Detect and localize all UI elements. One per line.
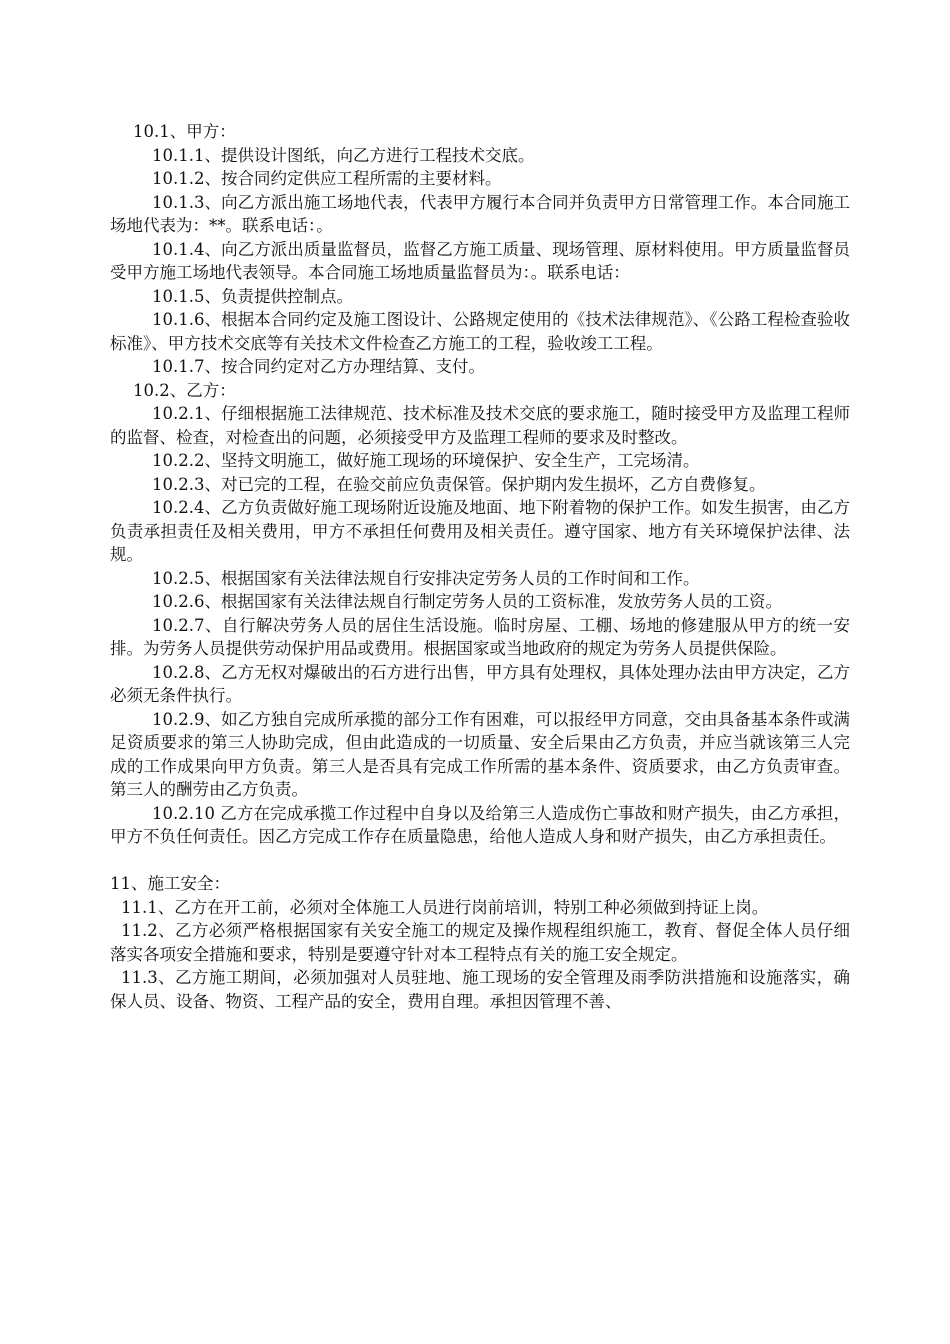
clause-10-2-4: 10.2.4、乙方负责做好施工现场附近设施及地面、地下附着物的保护工作。如发生损害，由乙方负责承担责任及相关费用，甲方不承担任何费用及相关责任。遵守国家、地方有关环境保护法律、法规。 (110, 498, 850, 564)
clause-11-2: 11.2、乙方必须严格根据国家有关安全施工的规定及操作规程组织施工，教育、督促全体人员仔细落实各项安全措施和要求，特别是要遵守针对本工程特点有关的施工安全规定。 (110, 921, 850, 964)
clause-10-2-9: 10.2.9、如乙方独自完成所承揽的部分工作有困难，可以报经甲方同意，交由具备基本条件或满足资质要求的第三人协助完成，但由此造成的一切质量、安全后果由乙方负责，并应当就该第三人完成的工作成果向甲方负责。第三人是否具有完成工作所需的基本条件、资质要求，由乙方负责审查。第三人的酬劳由乙方负责。 (110, 709, 850, 799)
clause-10-2-2: 10.2.2、坚持文明施工，做好施工现场的环境保护、安全生产，工完场清。 (152, 451, 700, 470)
section-10-2-heading: 10.2、乙方： (133, 380, 236, 400)
section-11-heading: 11、施工安全： (110, 874, 230, 893)
clause-10-2-6: 10.2.6、根据国家有关法律法规自行制定劳务人员的工资标准，发放劳务人员的工资。 (152, 592, 782, 611)
clause-10-2-5: 10.2.5、根据国家有关法律法规自行安排决定劳务人员的工作时间和工作。 (152, 568, 700, 588)
clause-11-1: 11.1、乙方在开工前，必须对全体施工人员进行岗前培训，特别工种必须做到持证上岗。 (121, 897, 769, 917)
clause-10-2-1: 10.2.1、仔细根据施工法律规范、技术标准及技术交底的要求施工，随时接受甲方及监理工程师的监督、检查，对检查出的问题，必须接受甲方及监理工程师的要求及时整改。 (110, 404, 850, 447)
paragraph-gap (110, 849, 850, 873)
clause-11-3: 11.3、乙方施工期间，必须加强对人员驻地、施工现场的安全管理及雨季防洪措施和设施落实，确保人员、设备、物资、工程产品的安全，费用自理。承担因管理不善、 (110, 968, 850, 1011)
clause-10-1-6: 10.1.6、根据本合同约定及施工图设计、公路规定使用的《技术法律规范》、《公路工程检查验收标准》、甲方技术交底等有关技术文件检查乙方施工的工程，验收竣工工程。 (110, 310, 850, 353)
clause-10-1-1: 10.1.1、提供设计图纸，向乙方进行工程技术交底。 (152, 145, 535, 165)
section-10-1-heading: 10.1、甲方： (133, 122, 236, 141)
clause-10-2-3: 10.2.3、对已完的工程，在验交前应负责保管。保护期内发生损坏，乙方自费修复。 (152, 474, 766, 494)
clause-10-2-10: 10.2.10 乙方在完成承揽工作过程中自身以及给第三人造成伤亡事故和财产损失，由乙方承担，甲方不负任何责任。因乙方完成工作存在质量隐患，给他人造成人身和财产损失，由乙方承担责任。 (110, 803, 850, 846)
clause-10-1-2: 10.1.2、按合同约定供应工程所需的主要材料。 (152, 169, 502, 188)
clause-10-2-7: 10.2.7、自行解决劳务人员的居住生活设施。临时房屋、工棚、场地的修建服从甲方的统一安排。为劳务人员提供劳动保护用品或费用。根据国家或当地政府的规定为劳务人员提供保险。 (110, 615, 850, 658)
clause-10-1-7: 10.1.7、按合同约定对乙方办理结算、支付。 (152, 357, 485, 376)
document-body (110, 120, 850, 1013)
clause-10-2-8: 10.2.8、乙方无权对爆破出的石方进行出售，甲方具有处理权，具体处理办法由甲方决定，乙方必须无条件执行。 (110, 662, 850, 705)
clause-10-1-3: 10.1.3、向乙方派出施工场地代表，代表甲方履行本合同并负责甲方日常管理工作。本合同施工场地代表为：**。联系电话：。 (110, 192, 850, 235)
clause-10-1-4: 10.1.4、向乙方派出质量监督员，监督乙方施工质量、现场管理、原材料使用。甲方质量监督员受甲方施工场地代表领导。本合同施工场地质量监督员为：。联系电话： (110, 239, 850, 282)
clause-10-1-5: 10.1.5、负责提供控制点。 (152, 286, 353, 306)
